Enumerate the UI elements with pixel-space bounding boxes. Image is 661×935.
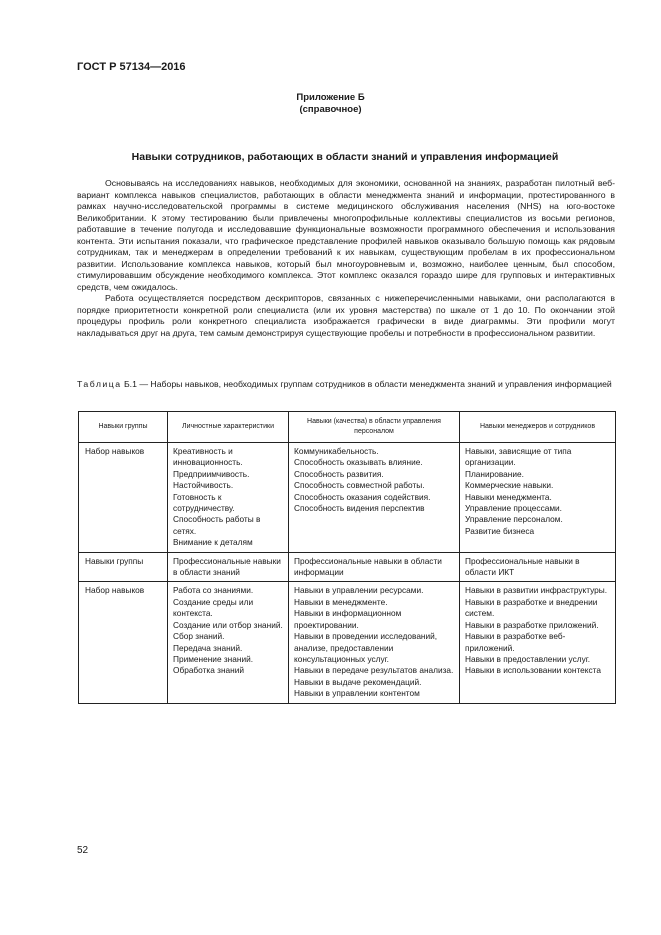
cell-line: Способность оказания содействия. [294,491,431,502]
cell-line: Навыки в информационном проектировании. [294,608,402,630]
cell-line: Коммерческие навыки. [465,480,554,491]
cell-line: Навыки в разработке и внедрении систем. [465,596,598,619]
paragraph: Работа осуществляется посредством дескрипторов, связанных с нижеперечисленными навыками, они располагаются в порядке приоритетности конкретной роли специалиста (или их уровня мастерства) по шкале от 1 до 10. По окончании этой процедуры профиль роли конкретного специалиста изображается графически в виде диаграммы. Эти профили могут накладываться друг на друга, тем самым демонстрируя существующие пробелы и потребности в профессиональном развитии. [77,293,615,338]
cell-line: Навыки в использовании контекста [465,665,601,676]
cell-line: Создание среды или контекста. [173,596,254,619]
cell-line: Навыки в развитии инфраструктуры. [465,585,608,596]
table-cell [168,582,289,703]
cell-line: Способность совместной работы. [294,480,425,491]
table-row [79,552,616,582]
table-cell [460,582,616,703]
table-caption-label: Таблица [77,379,122,389]
cell-line: Навыки в управлении контентом [294,688,420,699]
appendix-title: Приложение Б [296,92,365,103]
cell-line: Навыки в разработке приложений. [465,619,599,630]
skills-table [78,411,616,704]
cell-line: Профессиональные навыки в области информации [294,555,442,578]
cell-line: Сбор знаний. [173,631,225,642]
row-label-cell: Набор навыков [79,443,168,553]
table-cell [168,552,289,582]
section-title: Навыки сотрудников, работающих в области знаний и управления информацией [131,151,559,163]
cell-line: Создание или отбор знаний. [173,619,283,630]
table-caption [77,379,615,391]
cell-line: Навыки в управлении ресурсами. [294,585,424,596]
row-label-cell: Навыки группы [79,552,168,582]
table-header-cell: Навыки менеджеров и сотрудников [460,412,616,443]
table-cell [460,552,616,582]
table-row [79,443,616,553]
table-header-row [79,412,616,443]
cell-line: Готовность к сотрудничеству. [173,491,235,514]
cell-line: Навыки в проведении исследований, анализе, предоставлении консультационных услуг. [294,631,438,664]
cell-line: Навыки в разработке веб-приложений. [465,631,566,653]
cell-line: Навыки в менеджменте. [294,596,388,607]
cell-line: Обработка знаний [173,665,245,676]
appendix-subtitle: (справочное) [299,104,362,115]
cell-line: Планирование. [465,468,524,479]
cell-line: Креативность и инновационность. [173,446,243,468]
body-text [77,178,615,339]
standard-code: ГОСТ Р 57134—2016 [77,61,186,73]
cell-line: Управление персоналом. [465,514,563,525]
cell-line: Коммуникабельность. [294,446,379,456]
cell-line: Предприимчивость. [173,468,250,479]
row-label-cell: Набор навыков [79,582,168,703]
paragraph: Основываясь на исследованиях навыков, необходимых для экономики, основанной на знаниях, разработан пилотный веб-вариант комплекса навыков специалистов, работающих в области менеджмента знаний и информации, протестированного в рамках научно-исследовательской программы в системе медицинского обслуживания населения (NHS) на юго-востоке Великобритании. К этому тестированию были привлечены многопрофильные коллективы специалистов из восьми регионов, работавшие в течение полугода и исследовавшие функциональные возможности программного обеспечения и использования контента. Эти испытания показали, что графическое представление профилей навыков оказывало большую помощь как рядовым сотрудникам, так и менеджерам в определении требований к их навыкам, существующим пробелам в их профессиональном развитии. Использование комплекса навыков, который был многоуровневым и, возможно, наиболее ценным, был способом, стимулировавшим обсуждение необходимого комплекса. Этот комплекс оказался гораздо шире для групповых и интерактивных средств, чем ожидалось. [77,178,615,292]
table-cell [289,443,460,553]
page-number: 52 [77,845,89,856]
cell-line: Профессиональные навыки в области знаний [173,555,281,578]
cell-line: Навыки менеджмента. [465,491,552,502]
table-header-cell: Навыки группы [79,412,168,443]
cell-line: Профессиональные навыки в области ИКТ [465,555,580,578]
cell-line: Настойчивость. [173,480,234,491]
table-cell [460,443,616,553]
table-cell [289,552,460,582]
cell-line: Применение знаний. [173,653,254,664]
cell-line: Навыки, зависящие от типа организации. [465,446,572,468]
appendix-heading [0,92,661,116]
cell-line: Навыки в выдаче рекомендаций. [294,676,422,687]
table-caption-text: Б.1 — Наборы навыков, необходимых группам сотрудников в области менеджмента знаний и управления информацией [121,379,612,389]
table-cell [289,582,460,703]
cell-line: Способность видения перспектив [294,503,425,514]
cell-line: Работа со знаниями. [173,585,254,596]
cell-line: Способность работы в сетях. [173,514,261,536]
table-row [79,582,616,703]
cell-line: Способность оказывать влияние. [294,457,423,468]
table-header-cell: Навыки (качества) в области управления персоналом [289,412,460,443]
table-header-cell: Личностные характеристики [168,412,289,443]
cell-line: Управление процессами. [465,503,562,514]
table-cell [168,443,289,553]
cell-line: Способность развития. [294,468,384,479]
cell-line: Развитие бизнеса [465,525,535,536]
cell-line: Навыки в предоставлении услуг. [465,653,591,664]
cell-line: Навыки в передаче результатов анализа. [294,665,454,676]
cell-line: Внимание к деталям [173,537,253,548]
cell-line: Передача знаний. [173,642,243,653]
